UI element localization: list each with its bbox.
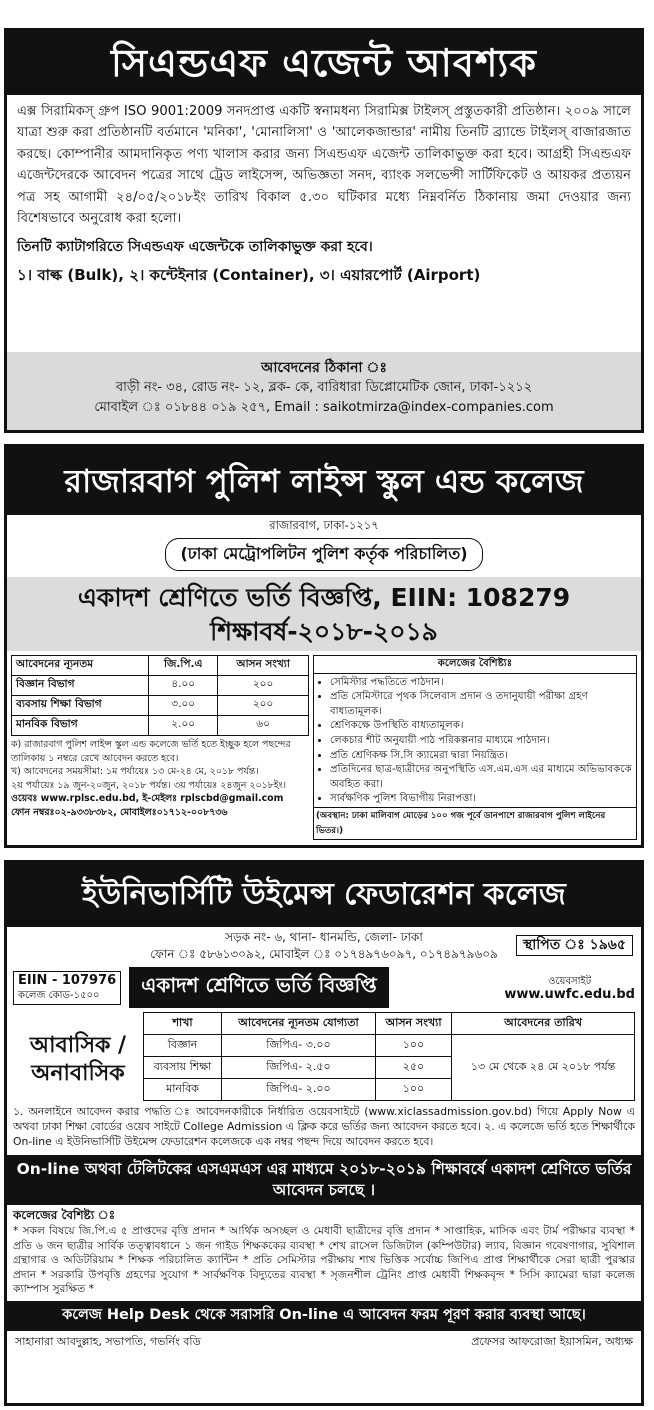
- ad3-features-heading: কলেজের বৈশিষ্ট্য ঃ: [13, 1208, 116, 1223]
- table-header: আবেদনের ন্যূনতম: [12, 656, 149, 676]
- ad2-features-heading: কলেজের বৈশিষ্ট্যঃ: [314, 656, 636, 674]
- ad1-categories-list: ১। বাল্ক (Bulk), ২। কন্টেইনার (Container), ৩। এয়ারপোর্ট (Airport): [17, 265, 481, 284]
- table-cell: মানবিক: [144, 1079, 222, 1101]
- table-header-row: [144, 1013, 635, 1035]
- table-cell: জিপিএ- ৩.০০: [222, 1035, 376, 1057]
- list-item: • শ্রেণিকক্ষে উপস্থিতি বাধ্যতামূলক।: [330, 719, 632, 734]
- table-row: [12, 716, 309, 736]
- police-lines-college-ad: [4, 444, 644, 848]
- ad3-title: ইউনিভার্সিটি উইমেন্স ফেডারেশন কলেজ: [7, 863, 641, 927]
- table-cell: জিপিএ- ২.০০: [222, 1079, 376, 1101]
- ad2-features-box: [313, 655, 637, 840]
- table-row: [12, 676, 309, 696]
- table-row: [12, 696, 309, 716]
- ad3-features-text: * সকল বিষয়ে জি.পি.এ ৫ প্রাপ্তদের বৃত্তি প্রদান * আর্থিক অসচ্ছল ও মেধাবী ছাত্রীদের বৃত্তি প্রদান * সাপ্তাহিক, মাসিক এবং টার্ম পরীক্ষার ব্যবস্থা * প্রতি ৬ জন ছাত্রীর সার্বিক তত্ত্বাবধানে ১ জন গাইড শিক্ষককের ব্যবস্থা * শেখ রাসেল ডিজিটাল (কম্পিউটার) ল্যাব, বিজ্ঞান গবেষণাগার, সুবিশাল গ্রন্থাগার ও অডিটরিয়াম * শিক্ষক পরিচালিত ক্যান্টিন * প্রতি সেমিস্টার পরীক্ষায় শাখ ভিত্তিক সর্বোচ্চ জিপিএ প্রাপ্ত শিক্ষার্থীকে সেরা ছাত্রী পুরস্কার প্রদান * সরকারি উপবৃত্তি গ্রহণের সুযোগ * সার্বক্ষণিক বিদ্যুতের ব্যবস্থা * সৃজনশীল ট্রেনিং প্রাপ্ত মেধাবী শিক্ষকবৃন্দ * সিসি ক্যামেরা দ্বারা কলেজ ক্যাম্পাস সুরক্ষিত *: [13, 1223, 635, 1296]
- table-cell: ব্যবসায় শিক্ষা বিভাগ: [12, 696, 149, 716]
- ad2-requirements-table: [11, 655, 309, 736]
- table-header: শাখা: [144, 1013, 222, 1035]
- ad2-managed-by: (ঢাকা মেট্রোপলিটন পুলিশ কর্তৃক পরিচালিত): [165, 538, 482, 571]
- ad1-title: সিএন্ডএফ এজেন্ট আবশ্যক: [7, 31, 641, 95]
- ad1-contact-line: মোবাইল ঃ ০১৮৪৪ ০১৯ ২৫৭, Email : saikotmirza@index-companies.com: [94, 400, 554, 415]
- table-cell: ব্যবসায় শিক্ষা: [144, 1057, 222, 1079]
- ad1-body-text: এক্স সিরামিকস্ গ্রুপ ISO 9001:2009 সনদপ্রাপ্ত একটি স্বনামধন্য সিরামিক্স টাইলস্ প্রস্তুতকারী প্রতিষ্ঠান। ২০০৯ সালে যাত্রা শুরু করা প্রতিষ্ঠানটি বর্তমানে 'মনিকা', 'মোনালিসা' ও 'আলেকজান্ডার' নামীয় তিনটি ব্র্যান্ডে টাইলস্ বাজারজাত করছে। কোম্পানীর আমদানিকৃত পণ্য খালাস করার জন্য সিএন্ডএফ এজেন্ট তালিকাভুক্ত করা হবে। আগ্রহী সিএন্ডএফ এজেন্টদেরকে আবেদন পত্রের সাথে ট্রেড লাইসেন্স, অভিজ্ঞতা সনদ, ব্যাংক সলভেন্সী সার্টিফিকেট ও আয়কর প্রত্যয়ন পত্র সহ আগামী ২৪/০৫/২০১৮ইং তারিখ বিকাল ৫.৩০ ঘটিকার মধ্যে নিম্নবর্নিত ঠিকানায় জমা দেওয়ার জন্য বিশেষভাবে অনুরোধ করা হলো।: [17, 104, 631, 227]
- ad2-title: রাজারবাগ পুলিশ লাইন্স স্কুল এন্ড কলেজ: [7, 447, 641, 515]
- ad1-address-heading: আবেদনের ঠিকানা ঃ: [261, 360, 387, 376]
- list-item: • সার্বক্ষণিক পুলিশ বিভাগীয় নিরাপত্তা।: [330, 792, 632, 807]
- ad2-headline-box: [7, 577, 641, 651]
- ad3-eiin: EIIN - 107976: [18, 972, 117, 988]
- table-cell: ২০০: [218, 696, 309, 716]
- table-header: আবেদনের তারিখ: [452, 1013, 635, 1035]
- ad1-address-line: বাড়ী নং- ৩৪, রোড নং- ১২, ব্লক- কে, বারিধারা ডিপ্লোমেটিক জোন, ঢাকা-১২১২: [115, 380, 533, 395]
- ad3-college-code: কলেজ কোড-১৫০০: [18, 989, 100, 1001]
- table-header: আসন সংখ্যা: [218, 656, 309, 676]
- table-cell: ২৫০: [375, 1057, 451, 1079]
- ad3-principal-signature: প্রফেসর আফরোজা ইয়াসমিন, অধ্যক্ষ: [471, 1334, 633, 1348]
- list-item: • প্রতি শ্রেণিকক্ষ সি.সি ক্যামেরা দ্বারা নিয়ন্ত্রিত।: [330, 749, 632, 764]
- table-cell: জিপিএ- ২.৫০: [222, 1057, 376, 1079]
- ad1-address-box: [7, 352, 641, 430]
- ad2-location-note: (অবস্থান: ঢাকা মালিবাগ মোড়ের ১০০ গজ পূর্বে ডানপাশে রাজারবাগ পুলিশ লাইনের ভিতর।): [314, 807, 636, 839]
- table-cell: ২.০০: [149, 716, 218, 736]
- table-cell: ৩.০০: [149, 696, 218, 716]
- table-cell: মানবিক বিভাগ: [12, 716, 149, 736]
- ad1-category-line: তিনটি ক্যাটাগরিতে সিএন্ডএফ এজেন্টকে তালিকাভুক্ত করা হবে।: [17, 239, 373, 256]
- ad3-admission-banner: একাদশ শ্রেণিতে ভর্তি বিজ্ঞপ্তি: [129, 967, 389, 1008]
- table-cell: ১০০: [375, 1079, 451, 1101]
- table-cell-date: ১৩ মে থেকে ২৪ মে ২০১৮ পর্যন্ত: [452, 1035, 635, 1101]
- ad3-established-badge: স্থাপিত ঃ ১৯৬৫: [516, 935, 633, 956]
- ad2-session: শিক্ষাবর্ষ-২০১৮-২০১৯: [210, 617, 438, 646]
- ad3-seats-table: [143, 1012, 635, 1101]
- table-cell: ৬০: [218, 716, 309, 736]
- cnf-agent-ad: [4, 28, 644, 433]
- womens-federation-college-ad: [4, 860, 644, 1406]
- ad2-web-email: ওয়েবঃ www.rplsc.edu.bd, ই-মেইলঃ rplscbd@gmail.com: [11, 793, 284, 804]
- ad3-eiin-box: [13, 971, 121, 1005]
- table-header: আবেদনের ন্যূনতম যোগ্যতা: [222, 1013, 376, 1035]
- ad3-address: সড়ক নং- ৬, থানা- ধানমন্ডি, জেলা- ঢাকা: [225, 930, 423, 944]
- ad2-location: রাজারবাগ, ঢাকা-১২১৭: [269, 518, 379, 532]
- ad2-note: খ) আবেদনের সময়সীমা: ১ম পর্যায়েঃ ১৩ মে-২৪ মে, ২০১৮ পর্যন্ত।: [11, 766, 259, 777]
- list-item: • সেমিস্টার পদ্ধতিতে পাঠদান।: [330, 676, 632, 691]
- ad3-online-instructions: ১. অনলাইনে আবেদন করার পদ্ধতি ঃ আবেদনকারীকে নির্ধারিত ওয়েবসাইটে (www.xiclassadmission.gov.bd) গিয়ে Apply Now এ অথবা ঢাকা শিক্ষা বোর্ডের ওয়েব সাইটে College Admission এ ক্লিক করে ভর্তির জন্য আবেদন করতে হবে। ২. এ কলেজে ভর্তি হতে শিক্ষার্থীকে On-line এ ইউনিভার্সিটি উইমেন্স ফেডারেশন কলেজকে এক নম্বর পছন্দ দিয়ে আবেদন করতে হবে।: [13, 1105, 635, 1148]
- ad2-note: ক) রাজারবাগ পুলিশ লাইন্স স্কুল এন্ড কলেজে ভর্তি হতে ইচ্ছুক হলে পছন্দের তালিকায় ১ নম্বরে রেখে আবেদন করতে হবে।: [11, 739, 291, 764]
- ad3-website-label: ওয়েবসাইট: [548, 975, 592, 987]
- table-cell: বিজ্ঞান বিভাগ: [12, 676, 149, 696]
- ad3-online-banner: On-line অথবা টেলিটকের এসএমএস এর মাধ্যমে ২০১৮-২০১৯ শিক্ষাবর্ষে একাদশ শ্রেণিতে ভর্তির আবেদন চলছে ।: [7, 1155, 641, 1205]
- ad2-headline: একাদশ শ্রেণিতে ভর্তি বিজ্ঞপ্তি, EIIN: 108279: [77, 583, 571, 612]
- table-cell: ৪.০০: [149, 676, 218, 696]
- list-item: • প্রতি সেমিস্টারে পৃথক সিলেবাস প্রদান ও তদানুযায়ী পরীক্ষা গ্রহণ বাধ্যতামূলক।: [330, 690, 632, 719]
- table-row: [144, 1035, 635, 1057]
- list-item: • প্রতিদিনের ছাত্র-ছাত্রীদের অনুপস্থিতি এস.এম.এস এর মাধ্যমে অভিভাবককে অবহিত করা।: [330, 763, 632, 792]
- ad3-website: www.uwfc.edu.bd: [504, 986, 635, 1002]
- ad3-chairman-signature: সাহানারা আবদুল্লাহ, সভাপতি, গভর্নিং বডি: [15, 1334, 201, 1348]
- table-header: আসন সংখ্যা: [375, 1013, 451, 1035]
- table-cell: বিজ্ঞান: [144, 1035, 222, 1057]
- ad3-helpdesk-banner: কলেজ Help Desk থেকে সরাসরি On-line এ আবেদন ফরম পূরণ করার ব্যবস্থা আছে।: [7, 1301, 641, 1331]
- table-cell: ১০০: [375, 1035, 451, 1057]
- table-header: জি.পি.এ: [149, 656, 218, 676]
- list-item: • লেকচার শীট অনুযায়ী পাঠ পরিকল্পনার মাধ্যমে পাঠদান।: [330, 734, 632, 749]
- ad2-note: ২য় পর্যায়েঃ ১৯ জুন-২০জুন, ২০১৮ পর্যন্ত। ৩য় পর্যায়েঃ ২৪জুন ২০১৮ইং।: [11, 779, 287, 791]
- table-header-row: [12, 656, 309, 676]
- ad2-phone: ফোন নম্বরঃ০২-৯৩৩৮৩৮২, মোবাইলঃ০১৭১২-০০৮৭৩৬: [11, 806, 228, 818]
- table-cell: ২০০: [218, 676, 309, 696]
- ad3-residential-label: আবাসিক / অনাবাসিক: [29, 1033, 127, 1086]
- ad3-phone: ফোন ঃ ৫৮৬১৩০৯২, মোবাইল ঃ ০১৭৪৯৭৬০৯৭, ০১৭৪৯৭৯৬০৯: [150, 947, 498, 961]
